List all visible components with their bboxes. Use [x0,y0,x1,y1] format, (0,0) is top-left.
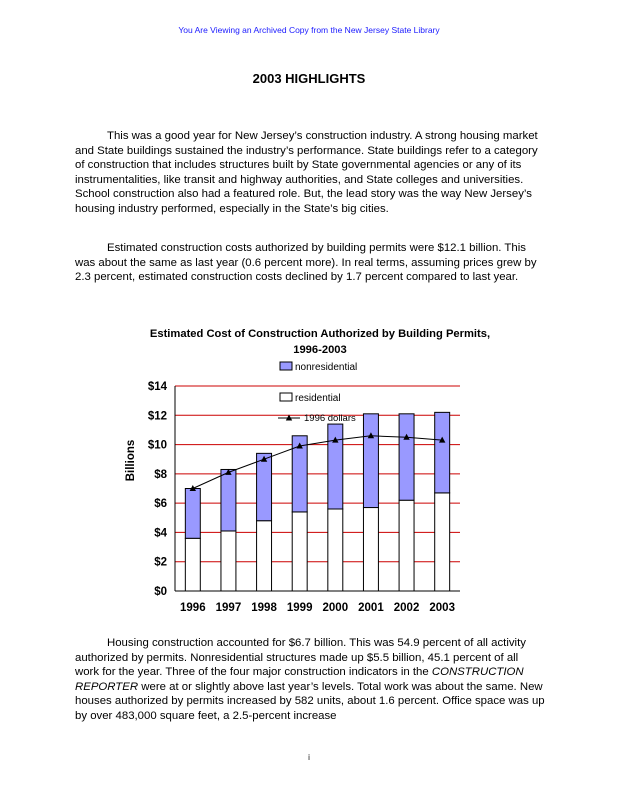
legend-swatch-residential [280,393,292,401]
paragraph-intro-text: This was a good year for New Jersey’s construction industry. A strong housing market and State buildings sustained the industry’s performance. State buildings refer to a category of construction that includes structures built by State governmental agencies or any of its instrumentalities, like transit and highway authorities, and State colleges and universities. School construction also had a featured role. But, the lead story was the way New Jersey’s housing industry performed, especially in the State’s big cities. [75,130,538,215]
bar-residential [328,509,343,591]
page-title: 2003 HIGHLIGHTS [252,71,366,86]
x-tick-label: 2003 [429,602,455,614]
legend-swatch-nonresidential [280,362,292,370]
x-tick-label: 2000 [322,602,349,614]
bar-residential [221,531,236,591]
x-tick-label: 2001 [358,602,384,614]
bar-nonresidential [185,489,200,539]
y-tick-label: $14 [147,381,167,393]
bar-residential [185,538,200,591]
legend-label-nonresidential: nonresidential [295,362,358,373]
chart-title: Estimated Cost of Construction Authorized by Building Permits, 1996-2003 [149,328,491,356]
y-tick-label: $8 [154,468,167,481]
x-tick-label: 1999 [286,602,313,614]
x-tick-label: 2002 [393,602,420,614]
y-tick-label: $0 [154,586,167,598]
bar-nonresidential [399,414,414,500]
x-tick-label: 1998 [251,602,277,614]
y-tick-label: $2 [154,556,167,569]
archive-banner: You Are Viewing an Archived Copy from the New Jersey State Library [178,25,440,35]
x-tick-label: 1996 [180,602,206,614]
paragraph-housing-text-a: Housing construction accounted for $6.7 billion. This was 54.9 percent of all activity authorized by permits. Nonresidential structures made up $5.5 billion, 45.1 percent of all work for the year. Three of the four major construction indicators in the [75,637,526,679]
bar-nonresidential [435,412,450,493]
bar-residential [399,500,414,591]
bar-nonresidential [221,469,236,531]
y-axis-label: Billions [125,439,137,482]
bar-nonresidential [363,414,378,508]
bar-residential [363,508,378,591]
y-tick-label: $4 [154,527,167,540]
paragraph-intro [75,129,545,217]
y-tick-label: $12 [147,410,167,423]
paragraph-housing [75,636,545,724]
page-number: i [308,753,310,762]
legend-label-residential: residential [295,393,341,404]
paragraph-housing-text-b: were at or slightly above last year’s levels. Total work was about the same. New houses authorized by permits increased by 582 units, about 1.6 percent. Office space was up by over 483,000 square feet, a 2.5-percent increase [75,680,545,722]
paragraph-costs [75,241,545,285]
legend-label-1996-dollars: 1996 dollars [304,413,356,424]
bar-nonresidential [257,453,272,520]
bar-residential [292,512,307,591]
paragraph-housing-italic: CONSTRUCTION REPORTER [75,666,524,693]
paragraph-costs-text: Estimated construction costs authorized by building permits were $12.1 billion. This was about the same as last year (0.6 percent more). In real terms, assuming prices grew by 2.3 percent, estimated construction costs declined by 1.7 percent compared to last year. [75,242,537,284]
y-tick-label: $6 [154,498,167,511]
bar-residential [435,493,450,591]
bar-residential [257,521,272,591]
x-tick-label: 1997 [215,602,242,614]
construction-cost-chart [115,355,485,620]
y-tick-label: $10 [147,439,167,452]
